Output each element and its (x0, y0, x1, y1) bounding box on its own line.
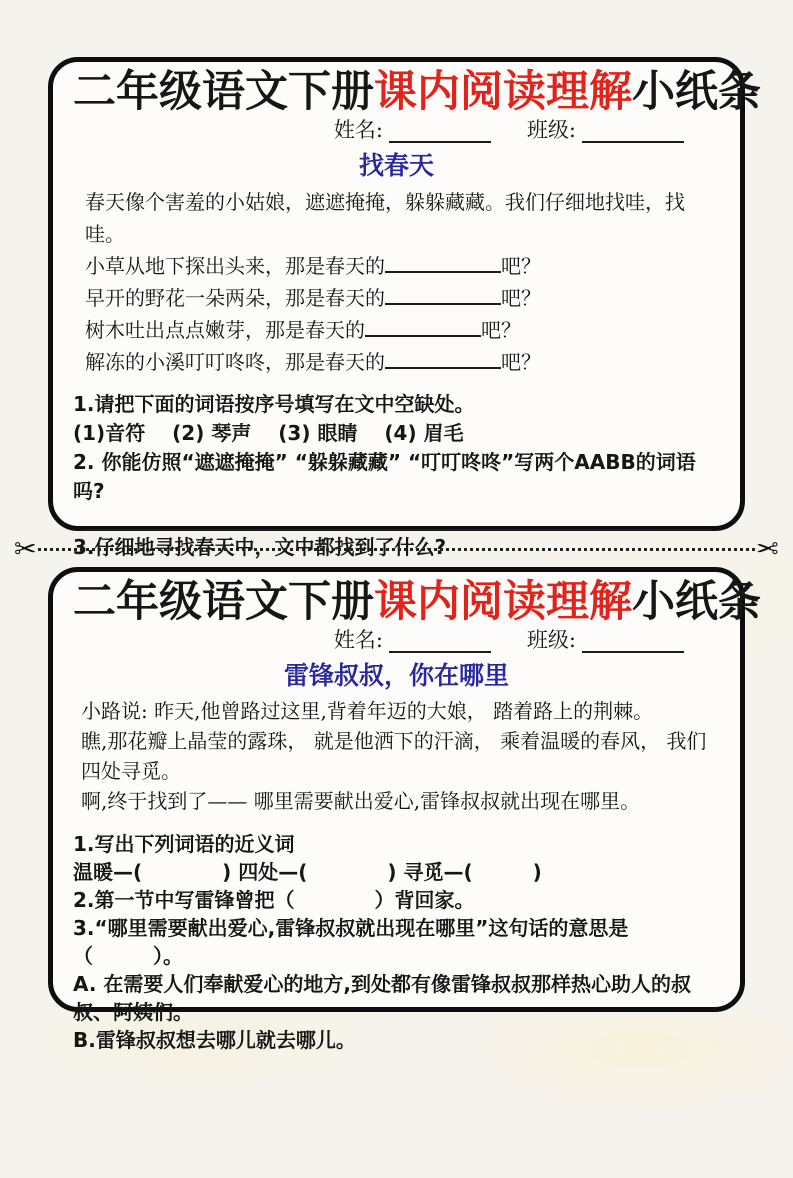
passage-line: 解冻的小溪叮叮咚咚，那是春天的 吧？ (85, 350, 541, 375)
name-blank-field (389, 119, 491, 143)
card-title-part3: 小纸条 (632, 577, 761, 627)
worksheet-card-leifeng (48, 567, 761, 1053)
question-2: 2.第一节中写雷锋曾把（ ）背回家。 (73, 888, 475, 913)
question-1: 1.写出下列词语的近义词 (73, 832, 295, 857)
worksheet-page (0, 57, 793, 1053)
name-blank-field (389, 629, 491, 653)
passage-text (73, 696, 720, 816)
questions-block (73, 830, 720, 1054)
card-title-part2: 课内阅读理解 (374, 67, 632, 117)
card-title (73, 577, 761, 627)
card-title (73, 67, 761, 117)
passage-line: 小草从地下探出头来，那是春天的 吧？ (85, 254, 541, 279)
card-title-part3: 小纸条 (632, 67, 761, 117)
class-label: 班级: (526, 628, 576, 653)
name-class-row (73, 118, 720, 143)
fill-in-blank (385, 284, 501, 305)
card-title-part1: 二年级语文下册 (73, 577, 374, 627)
dotted-cut-line (38, 548, 756, 551)
question-2: 2. 你能仿照“遮遮掩掩” “躲躲藏藏” “叮叮咚咚”写两个AABB的词语吗? (73, 450, 696, 504)
class-label: 班级: (526, 118, 576, 143)
passage-line: 春天像个害羞的小姑娘，遮遮掩掩，躲躲藏藏。我们仔细地找哇，找哇。 (85, 190, 685, 247)
passage-line: 早开的野花一朵两朵，那是春天的 吧？ (85, 286, 541, 311)
passage-title: 雷锋叔叔，你在哪里 (283, 661, 509, 691)
card-title-part1: 二年级语文下册 (73, 67, 374, 117)
name-class-row (73, 628, 720, 653)
question-1-blanks: 温暖—( ) 四处—( ) 寻觅—( ) (73, 860, 542, 885)
option-a: A. 在需要人们奉献爱心的地方,到处都有像雷锋叔叔那样热心助人的叔叔、阿姨们。 (73, 972, 692, 1025)
name-label: 姓名: (333, 628, 383, 653)
question-3: 3.仔细地寻找春天中，文中都找到了什么? (73, 535, 447, 560)
passage-title: 找春天 (358, 151, 434, 181)
passage-line: 瞧,那花瓣上晶莹的露珠， 就是他洒下的汗滴， 乘着温暖的春风， 我们四处寻觅。 (81, 729, 707, 784)
fill-in-blank (365, 316, 481, 337)
fill-in-blank (385, 252, 501, 273)
scissors-left-icon: ✂ (14, 533, 37, 565)
fill-in-blank (385, 348, 501, 369)
passage-line: 小路说: 昨天,他曾路过这里,背着年迈的大娘， 踏着路上的荆棘。 (81, 699, 654, 724)
card-title-part2: 课内阅读理解 (374, 577, 632, 627)
passage-line: 树木吐出点点嫩芽，那是春天的 吧？ (85, 318, 521, 343)
question-3: 3.“哪里需要献出爱心,雷锋叔叔就出现在哪里”这句话的意思是（ ）。 (73, 916, 629, 969)
question-1-options: (1)音符 (2) 琴声 (3) 眼睛 (4) 眉毛 (73, 421, 464, 446)
question-1: 1.请把下面的词语按序号填写在文中空缺处。 (73, 392, 475, 417)
class-blank-field (582, 119, 684, 143)
scissors-right-icon: ✂ (756, 533, 779, 565)
passage-text (73, 186, 720, 378)
worksheet-card-spring (48, 57, 761, 560)
class-blank-field (582, 629, 684, 653)
option-b: B.雷锋叔叔想去哪儿就去哪儿。 (73, 1028, 356, 1053)
name-label: 姓名: (333, 118, 383, 143)
passage-line: 啊,终于找到了—— 哪里需要献出爱心,雷锋叔叔就出现在哪里。 (81, 789, 641, 814)
